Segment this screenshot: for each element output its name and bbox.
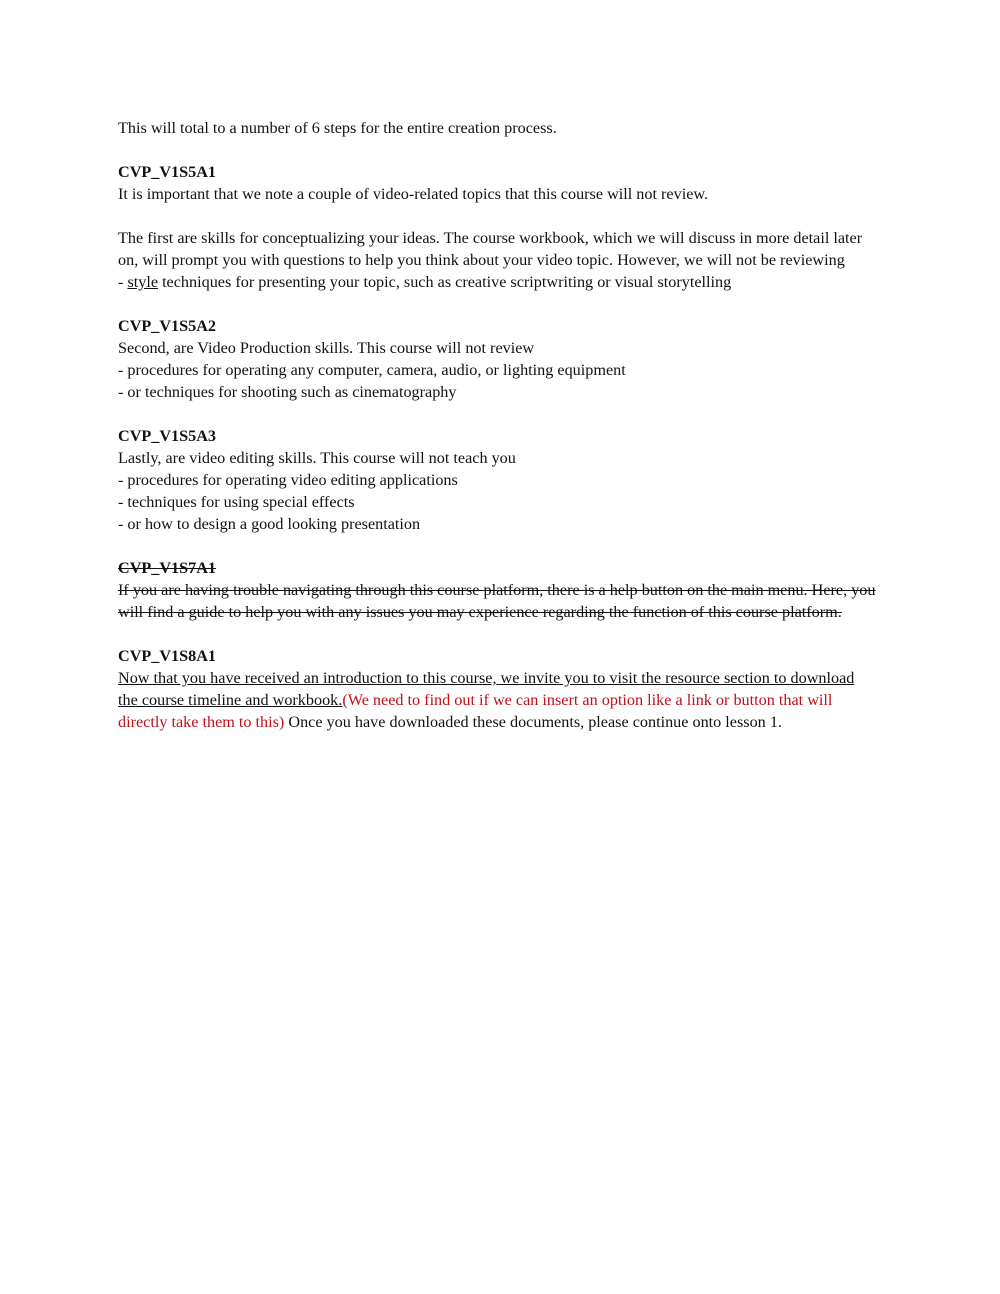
underlined-text: Now that you have received an introduction to this course, we invite you to visit the resource section to download — [118, 669, 855, 687]
section-text: Second, are Video Production skills. This course will not review — [118, 339, 535, 357]
bullet-dash: - — [118, 273, 128, 291]
section-s5a3 — [118, 425, 888, 535]
editor-comment: (We need to find out if we can insert an option like a link or button that will — [342, 691, 833, 709]
section-heading: CVP_V1S5A1 — [118, 163, 217, 181]
section-s7a1-deleted — [118, 557, 888, 623]
list-item: - procedures for operating any computer, camera, audio, or lighting equipment — [118, 361, 626, 379]
section-text: Lastly, are video editing skills. This course will not teach you — [118, 449, 516, 467]
list-item: - techniques for using special effects — [118, 493, 355, 511]
section-s5a2 — [118, 315, 888, 403]
section-heading: CVP_V1S8A1 — [118, 647, 217, 665]
section-s8a1 — [118, 645, 888, 733]
section-heading: CVP_V1S5A3 — [118, 427, 217, 445]
list-item: - procedures for operating video editing applications — [118, 471, 458, 489]
underlined-word: style — [127, 273, 159, 291]
section-text-line — [118, 711, 888, 733]
section-text-line — [118, 689, 888, 711]
section-s5a1 — [118, 161, 888, 205]
editor-comment: directly take them to this) — [118, 713, 285, 731]
underlined-text: the course timeline and workbook. — [118, 691, 343, 709]
deleted-text: will find a guide to help you with any issues you may experience regarding the function of this course platform. — [118, 603, 842, 621]
section-heading: CVP_V1S7A1 — [118, 559, 217, 577]
list-item: - or how to design a good looking presentation — [118, 515, 421, 533]
section-s5a1-paragraph-2 — [118, 227, 888, 293]
section-text: It is important that we note a couple of video-related topics that this course will not review. — [118, 185, 709, 203]
section-text: Once you have downloaded these documents, please continue onto lesson 1. — [284, 713, 782, 731]
section-text: The first are skills for conceptualizing your ideas. The course workbook, which we will discuss in more detail later — [118, 229, 863, 247]
section-text: on, will prompt you with questions to help you think about your video topic. However, we will not be reviewing — [118, 251, 845, 269]
intro-text: This will total to a number of 6 steps for the entire creation process. — [118, 119, 557, 137]
intro-paragraph — [118, 117, 888, 139]
section-text-line — [118, 271, 888, 293]
deleted-text: If you are having trouble navigating through this course platform, there is a help button on the main menu. Here, you — [118, 581, 876, 599]
list-item: - or techniques for shooting such as cinematography — [118, 383, 457, 401]
document-page — [118, 117, 888, 755]
section-heading: CVP_V1S5A2 — [118, 317, 217, 335]
section-text: techniques for presenting your topic, such as creative scriptwriting or visual storytelling — [158, 273, 732, 291]
